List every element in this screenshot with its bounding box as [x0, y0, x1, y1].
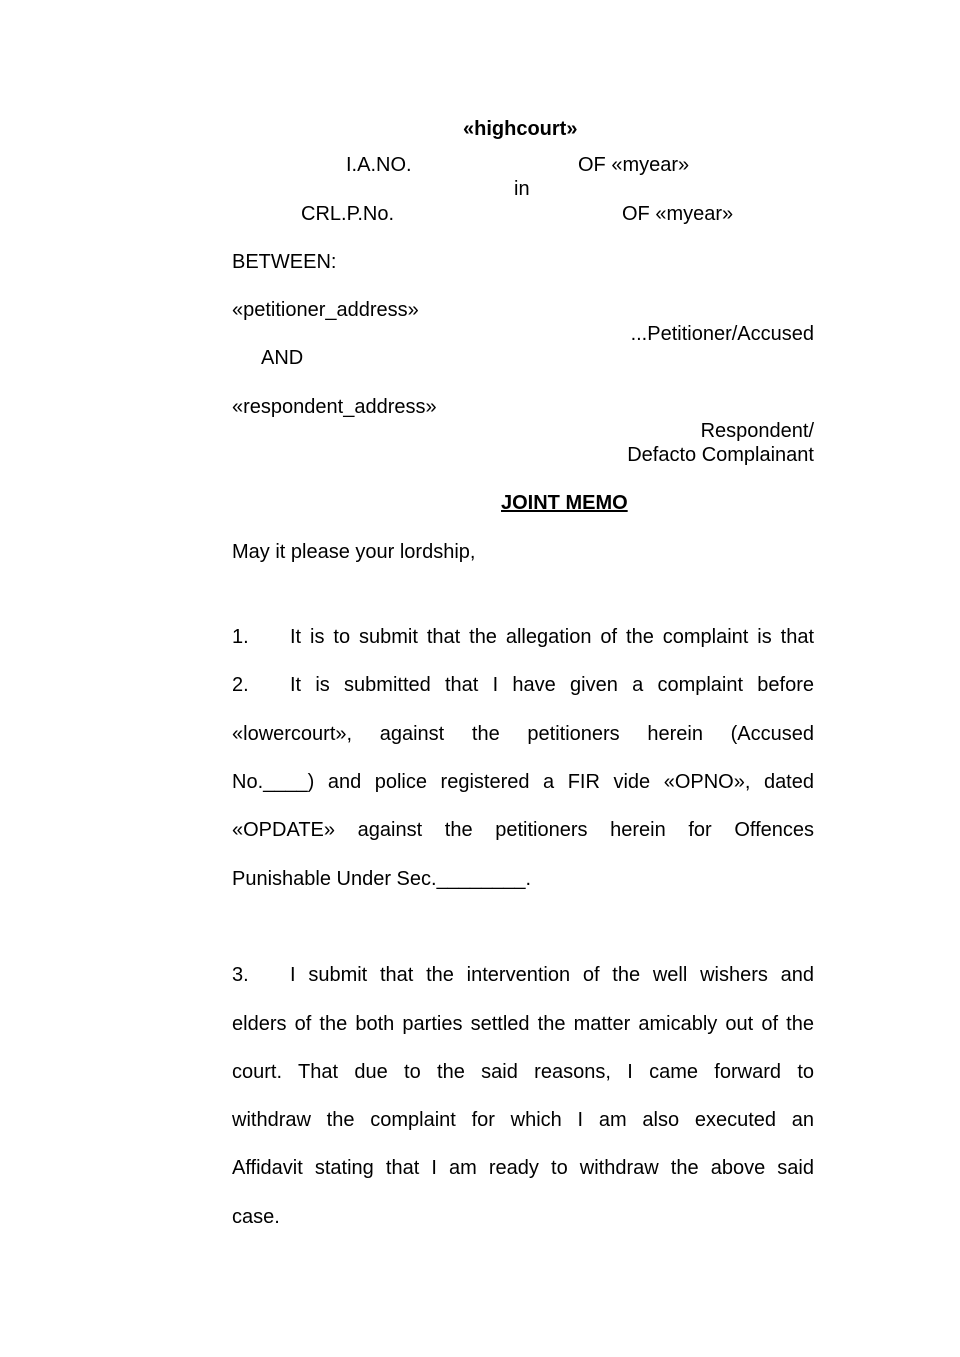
ia-year: OF «myear» — [578, 154, 690, 176]
respondent-role-line-1: Respondent/ — [700, 420, 814, 442]
paragraph-3-line-6: case. — [232, 1206, 280, 1228]
in-connector: in — [514, 178, 530, 200]
paragraph-3-line-1: I submit that the intervention of the well wishers and — [290, 964, 814, 986]
paragraph-3-line-2: elders of the both parties settled the matter amicably out of the — [232, 1013, 814, 1035]
crl-number-label: CRL.P.No. — [301, 203, 395, 225]
paragraph-1-number: 1. — [232, 626, 249, 648]
paragraph-3-line-5: Affidavit stating that I am ready to withdraw the above said — [232, 1157, 814, 1179]
petitioner-address: «petitioner_address» — [232, 299, 419, 321]
paragraph-2-number: 2. — [232, 674, 249, 696]
paragraph-2-line-1: It is submitted that I have given a complaint before — [290, 674, 814, 696]
paragraph-2-line-3: No.____) and police registered a FIR vide «OPNO», dated — [232, 771, 814, 793]
petitioner-role: ...Petitioner/Accused — [630, 323, 814, 345]
ia-number-label: I.A.NO. — [346, 154, 412, 176]
court-name: «highcourt» — [463, 118, 578, 140]
paragraph-3-line-3: court. That due to the said reasons, I came forward to — [232, 1061, 814, 1083]
paragraph-2-line-2: «lowercourt», against the petitioners herein (Accused — [232, 723, 814, 745]
respondent-role-line-2: Defacto Complainant — [627, 444, 814, 466]
respondent-address: «respondent_address» — [232, 396, 437, 418]
paragraph-3-line-4: withdraw the complaint for which I am also executed an — [232, 1109, 814, 1131]
paragraph-2-line-5: Punishable Under Sec.________. — [232, 868, 532, 890]
paragraph-1-line-1: It is to submit that the allegation of the complaint is that — [290, 626, 814, 648]
memo-title: JOINT MEMO — [501, 492, 628, 514]
salutation: May it please your lordship, — [232, 541, 476, 563]
and-label: AND — [261, 347, 304, 369]
paragraph-3-number: 3. — [232, 964, 249, 986]
between-label: BETWEEN: — [232, 251, 337, 273]
crl-year: OF «myear» — [622, 203, 734, 225]
paragraph-2-line-4: «OPDATE» against the petitioners herein for Offences — [232, 819, 814, 841]
